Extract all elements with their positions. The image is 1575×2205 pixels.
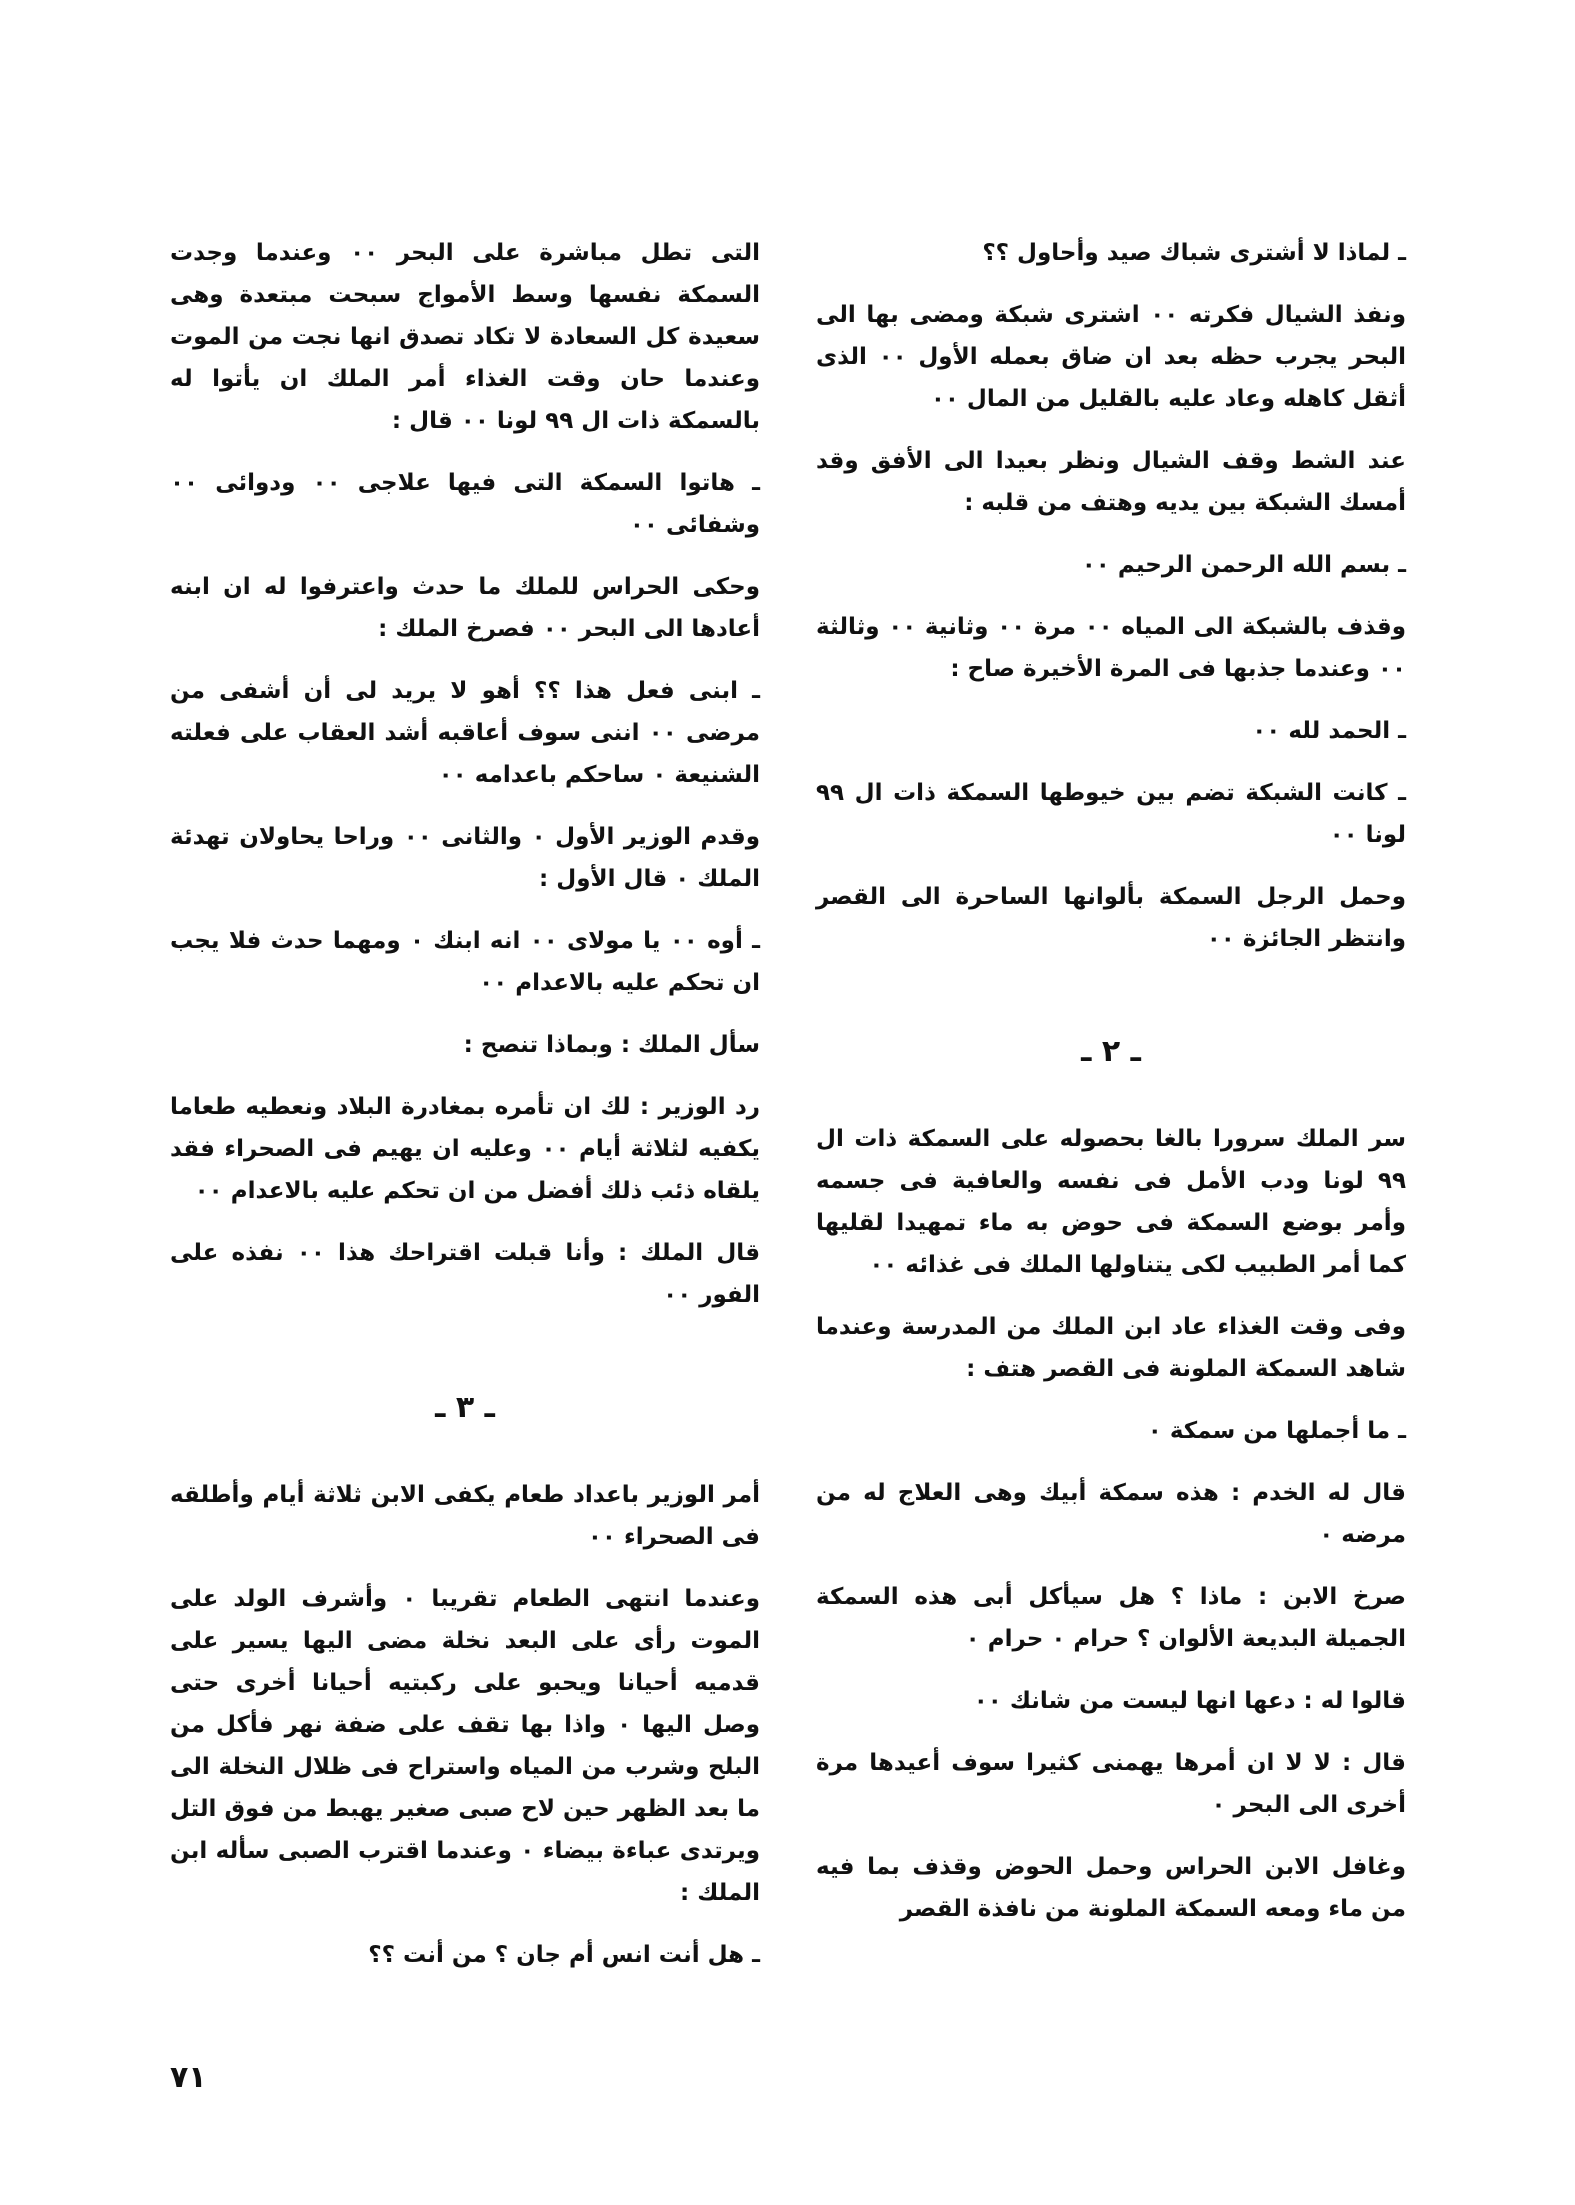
paragraph: ـ هاتوا السمكة التى فيها علاجى ٠٠ ودوائى ٠٠ وشفائى ٠٠ — [170, 470, 760, 538]
paragraph: سأل الملك : وبماذا تنصح : — [463, 1032, 760, 1058]
paragraph: رد الوزير : لك ان تأمره بمغادرة البلاد ونعطيه طعاما يكفيه لثلاثة أيام ٠٠ وعليه ان يهيم فى الصحراء فقد يلقاه ذئب ذلك أفضل من ان تحكم عليه بالاعدام ٠٠ — [170, 1094, 760, 1204]
paragraph: ـ الحمد لله ٠٠ — [1252, 718, 1406, 744]
paragraph: وقذف بالشبكة الى المياه ٠٠ مرة ٠٠ وثانية ٠٠ وثالثة ٠٠ وعندما جذبها فى المرة الأخيرة صاح : — [816, 614, 1407, 682]
right-column — [816, 232, 1406, 1950]
paragraph: ـ أوه ٠٠ يا مولاى ٠٠ انه ابنك ٠ ومهما حدث فلا يجب ان تحكم عليه بالاعدام ٠٠ — [170, 928, 760, 996]
paragraph: وفى وقت الغذاء عاد ابن الملك من المدرسة وعندما شاهد السمكة الملونة فى القصر هتف : — [816, 1314, 1406, 1382]
paragraph: قال الملك : وأنا قبلت اقتراحك هذا ٠٠ نفذه على الفور ٠٠ — [170, 1240, 761, 1308]
paragraph: وحمل الرجل السمكة بألوانها الساحرة الى القصر وانتظر الجائزة ٠٠ — [816, 884, 1406, 952]
paragraph: ـ ما أجملها من سمكة ٠ — [1147, 1418, 1406, 1444]
page-number: ٧١ — [170, 2060, 207, 2095]
paragraph: وحكى الحراس للملك ما حدث واعترفوا له ان ابنه أعادها الى البحر ٠٠ فصرخ الملك : — [170, 574, 760, 642]
paragraph: قال له الخدم : هذه سمكة أبيك وهى العلاج له من مرضه ٠ — [816, 1480, 1406, 1548]
paragraph: وغافل الابن الحراس وحمل الحوض وقذف بما فيه من ماء ومعه السمكة الملونة من نافذة القصر — [816, 1854, 1406, 1922]
section-heading-2: ـ ٢ ـ — [1081, 1034, 1141, 1069]
paragraph: قال : لا لا ان أمرها يهمنى كثيرا سوف أعيدها مرة أخرى الى البحر ٠ — [816, 1750, 1406, 1818]
section-heading-3: ـ ٣ ـ — [435, 1390, 495, 1425]
paragraph: أمر الوزير باعداد طعام يكفى الابن ثلاثة أيام وأطلقه فى الصحراء ٠٠ — [170, 1482, 760, 1550]
paragraph: وعندما انتهى الطعام تقريبا ٠ وأشرف الولد على الموت رأى على البعد نخلة مضى اليها يسير على قدميه أحيانا ويحبو على ركبتيه أحيانا أخرى حتى وصل اليها ٠ واذا بها تقف على ضفة نهر فأكل من البلح وشرب من المياه واستراح فى ظلال النخلة الى ما بعد الظهر حين لاح صبى صغير يهبط من فوق التل ويرتدى عباءة بيضاء ٠ وعندما اقترب الصبى سأله ابن الملك : — [170, 1586, 761, 1906]
paragraph: قالوا له : دعها انها ليست من شانك ٠٠ — [973, 1688, 1406, 1714]
paragraph: سر الملك سرورا بالغا بحصوله على السمكة ذات ال ٩٩ لونا ودب الأمل فى نفسه والعافية فى جسمه وأمر بوضع السمكة فى حوض به ماء تمهيدا لقليها كما أمر الطبيب لكى يتناولها الملك فى غذائه ٠٠ — [816, 1126, 1406, 1278]
paragraph: التى تطل مباشرة على البحر ٠٠ وعندما وجدت السمكة نفسها وسط الأمواج سبحت مبتعدة وهى سعيدة كل السعادة لا تكاد تصدق انها نجت من الموت وعندما حان وقت الغذاء أمر الملك ان يأتوا له بالسمكة ذات ال ٩٩ لونا ٠٠ قال : — [170, 240, 761, 434]
paragraph: ـ ابنى فعل هذا ؟؟ أهو لا يريد لى أن أشفى من مرضى ٠٠ اننى سوف أعاقبه أشد العقاب على فعلته الشنيعة ٠ ساحكم باعدامه ٠٠ — [170, 678, 760, 788]
paragraph: ـ لماذا لا أشترى شباك صيد وأحاول ؟؟ — [982, 240, 1406, 266]
paragraph: ـ هل أنت انس أم جان ؟ من أنت ؟؟ — [368, 1942, 760, 1968]
left-column — [170, 232, 760, 1996]
paragraph: صرخ الابن : ماذا ؟ هل سيأكل أبى هذه السمكة الجميلة البديعة الألوان ؟ حرام ٠ حرام ٠ — [816, 1584, 1406, 1652]
paragraph: ـ كانت الشبكة تضم بين خيوطها السمكة ذات ال ٩٩ لونا ٠٠ — [816, 780, 1406, 848]
paragraph: وقدم الوزير الأول ٠ والثانى ٠٠ وراحا يحاولان تهدئة الملك ٠ قال الأول : — [170, 824, 760, 892]
paragraph: عند الشط وقف الشيال ونظر بعيدا الى الأفق وقد أمسك الشبكة بين يديه وهتف من قلبه : — [816, 448, 1406, 516]
paragraph: ـ بسم الله الرحمن الرحيم ٠٠ — [1081, 552, 1406, 578]
paragraph: ونفذ الشيال فكرته ٠٠ اشترى شبكة ومضى بها الى البحر يجرب حظه بعد ان ضاق بعمله الأول ٠٠ الذى أثقل كاهله وعاد عليه بالقليل من المال ٠٠ — [816, 302, 1406, 412]
